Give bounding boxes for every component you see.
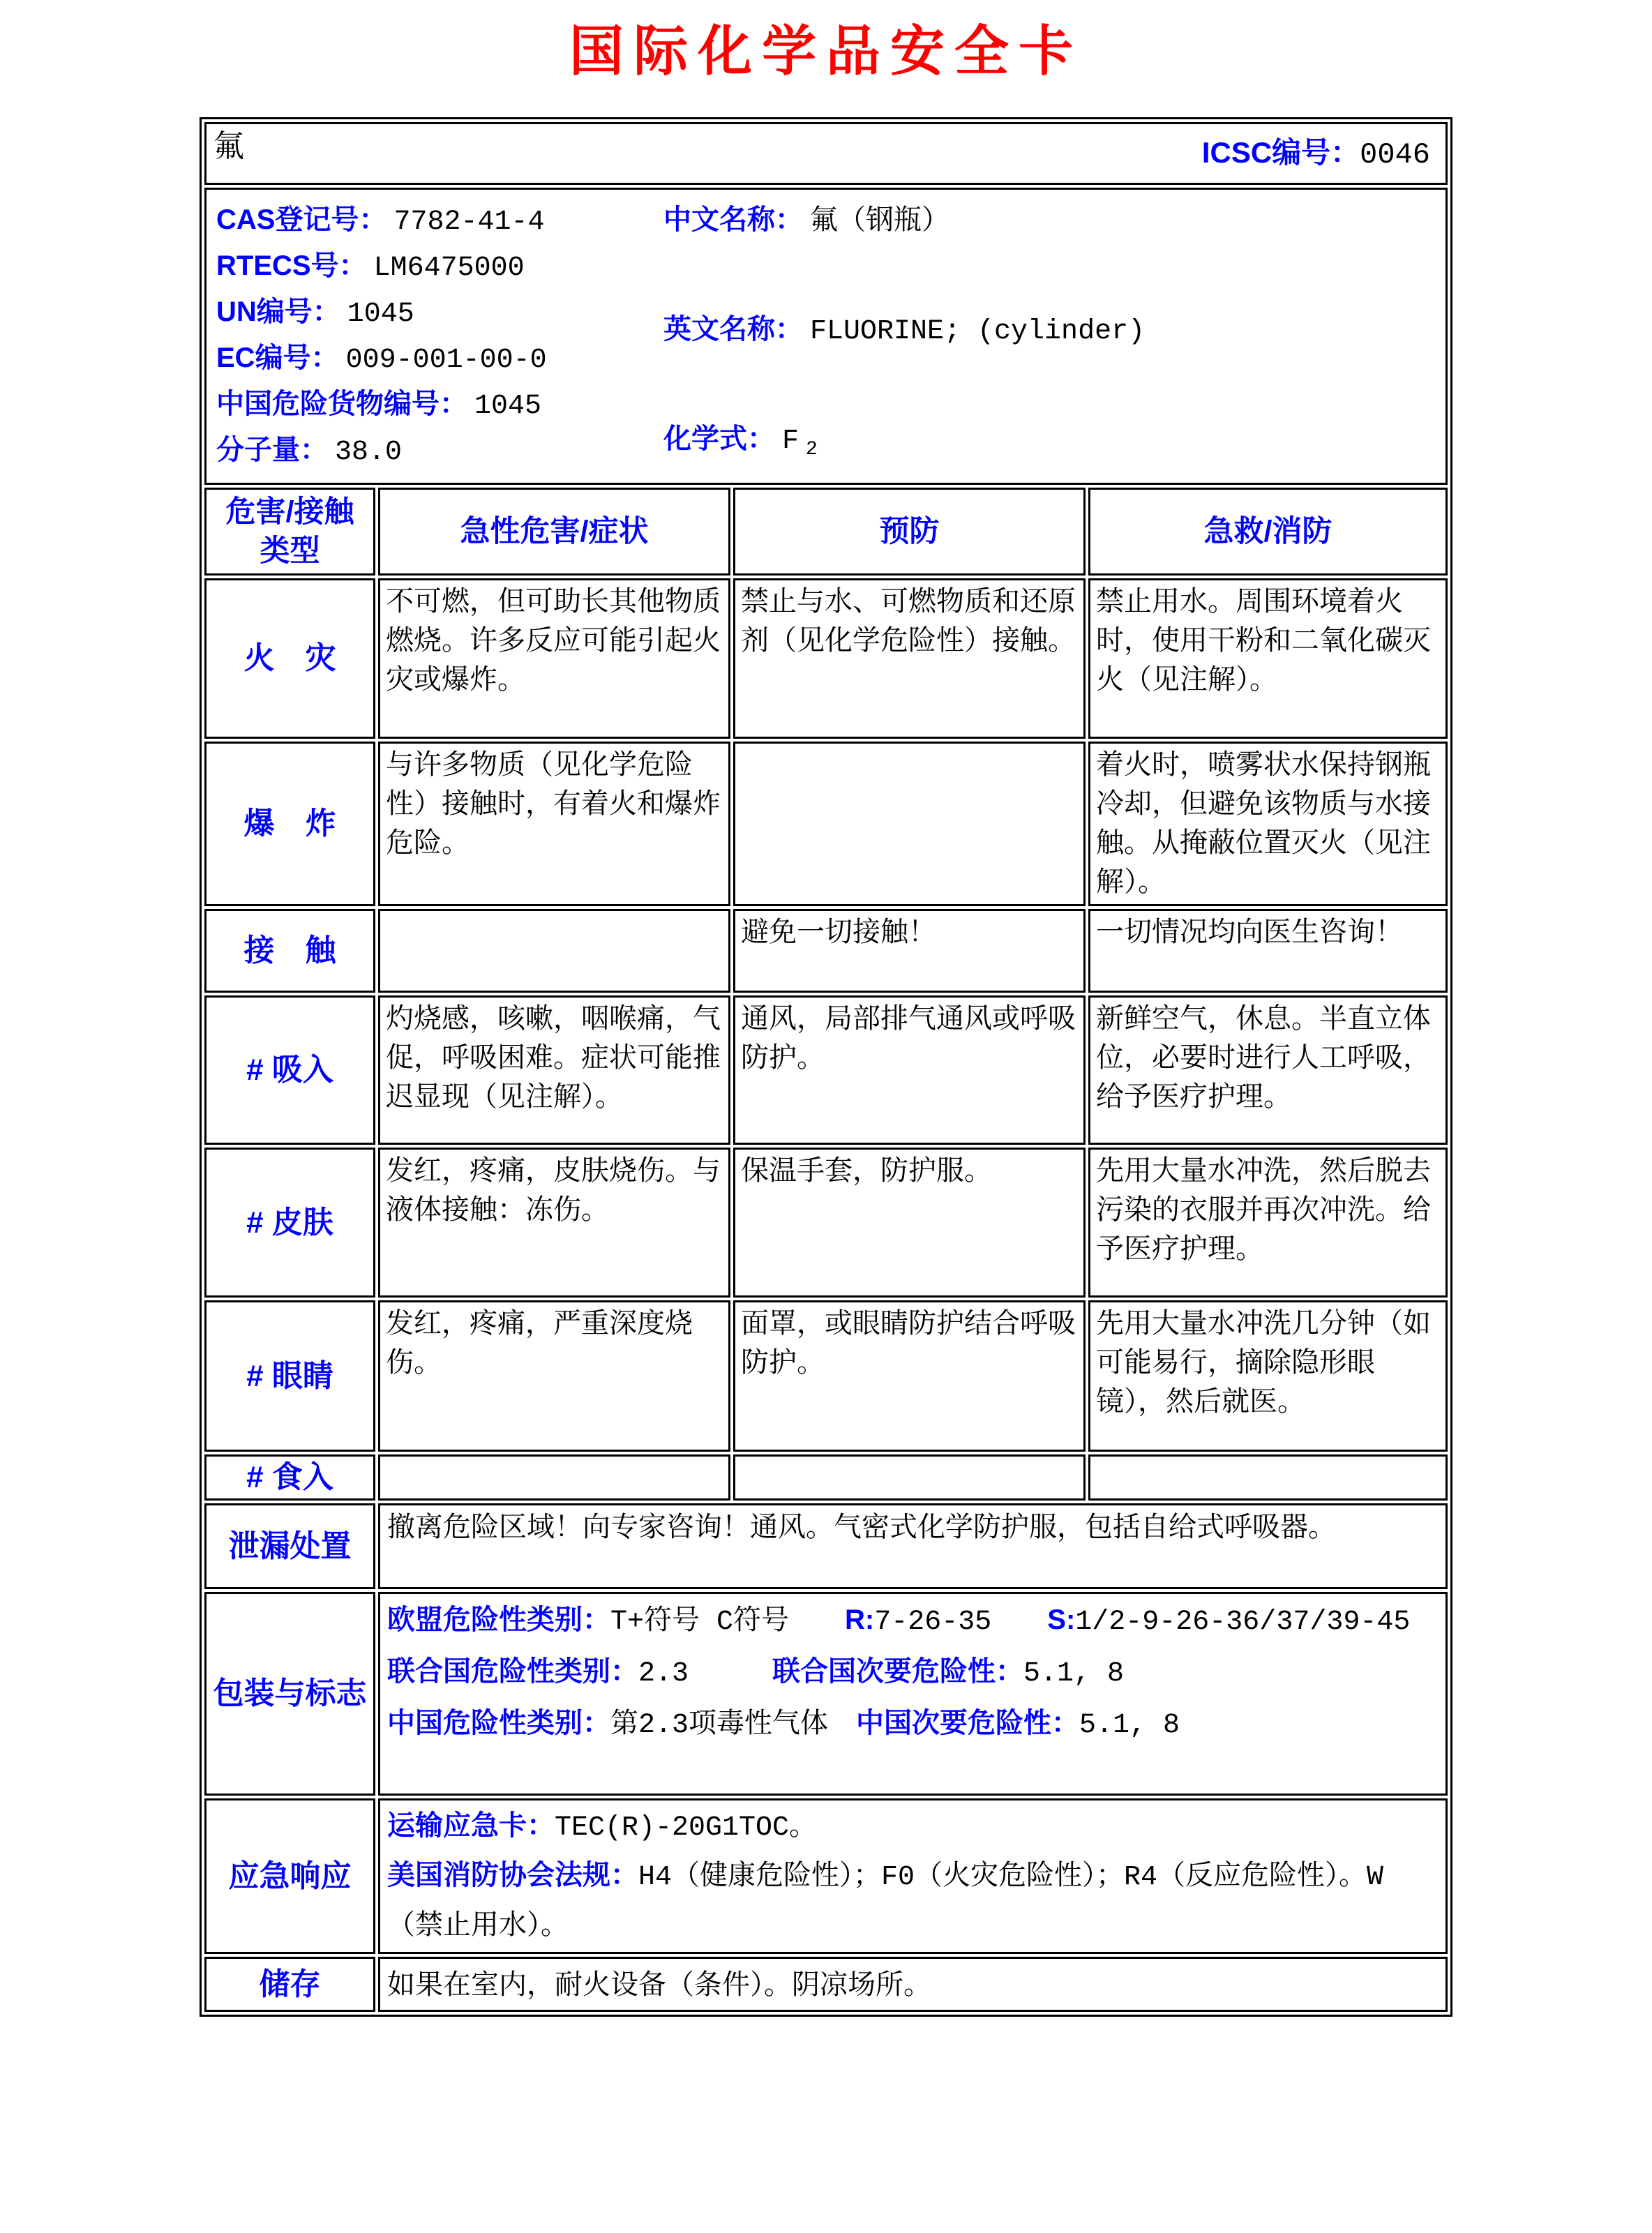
inhalation-first-aid: 新鲜空气，休息。半直立体位，必要时进行人工呼吸，给予医疗护理。 [1088, 995, 1448, 1145]
field-value: 第2.3项毒性气体 [610, 1710, 857, 1741]
molecular-weight-label: 分子量： [216, 435, 328, 465]
spill-disposal-text: 撤离危险区域！向专家咨询！通风。气密式化学防护服，包括自给式呼吸器。 [387, 1511, 1336, 1542]
contact-symptoms [378, 909, 730, 993]
field-label: 美国消防协会法规： [387, 1860, 638, 1890]
row-label-eyes: # 眼睛 [204, 1300, 375, 1452]
storage-row [204, 1957, 1448, 2012]
chemical-formula-value: F [782, 426, 799, 457]
storage-content [378, 1957, 1448, 2012]
nfpa-code-line [387, 1851, 1439, 1950]
row-label-skin: # 皮肤 [204, 1148, 375, 1298]
header-hazard-type: 危害/接触类型 [204, 488, 375, 576]
icsc-card-table [200, 117, 1452, 2017]
row-label-emergency: 应急响应 [204, 1798, 375, 1954]
fire-prevention: 禁止与水、可燃物质和还原剂（见化学危险性）接触。 [733, 578, 1086, 739]
hazard-row-explosion [204, 742, 1448, 906]
transport-emergency-card-line [387, 1802, 1439, 1851]
cas-label: CAS登记号： [216, 204, 387, 235]
field-label: 欧盟危险性类别： [387, 1604, 610, 1635]
chinese-name-label: 中文名称： [663, 204, 803, 235]
english-name-line [663, 308, 1145, 354]
field-value: 5.1, 8 [1079, 1710, 1180, 1741]
english-name-value: FLUORINE; (cylinder) [810, 316, 1146, 347]
skin-first-aid: 先用大量水冲洗，然后脱去污染的衣服并再次冲洗。给予医疗护理。 [1088, 1148, 1448, 1298]
emergency-content [378, 1798, 1448, 1954]
chinese-name-value: 氟（钢瓶） [810, 206, 949, 238]
field-label: R: [845, 1604, 875, 1635]
field-label: 中国危险性类别： [387, 1708, 610, 1738]
un-classification-line [387, 1647, 1439, 1699]
field-value: 5.1, 8 [1023, 1658, 1125, 1690]
spill-disposal-content [378, 1503, 1448, 1589]
storage-text: 如果在室内，耐火设备（条件）。阴凉场所。 [387, 1968, 931, 2000]
china-classification-line [387, 1699, 1439, 1750]
substance-name: 氟 [213, 129, 244, 163]
field-value: 1/2-9-26-36/37/39-45 [1075, 1607, 1411, 1638]
rtecs-label: RTECS号： [216, 250, 367, 281]
header-prevention: 预防 [733, 488, 1086, 576]
ingestion-symptoms [378, 1454, 730, 1501]
card-header-row [204, 122, 1448, 185]
eyes-first-aid: 先用大量水冲洗几分钟（如可能易行，摘除隐形眼镜），然后就医。 [1088, 1300, 1448, 1452]
ec-label: EC编号： [216, 343, 339, 373]
emergency-response-row [204, 1798, 1448, 1954]
hazard-row-skin [204, 1148, 1448, 1298]
un-value: 1045 [347, 299, 414, 330]
hazard-row-fire [204, 578, 1448, 739]
ingestion-first-aid [1088, 1454, 1448, 1501]
header-acute-hazards: 急性危害/症状 [378, 488, 730, 576]
inhalation-symptoms: 灼烧感，咳嗽，咽喉痛，气促，呼吸困难。症状可能推迟显现（见注解）。 [378, 995, 730, 1145]
row-label-fire: 火 灾 [204, 578, 375, 739]
skin-symptoms: 发红，疼痛，皮肤烧伤。与液体接触：冻伤。 [378, 1148, 730, 1298]
identification-cell [204, 188, 1448, 485]
english-name-label: 英文名称： [663, 314, 803, 345]
packaging-content [378, 1592, 1448, 1796]
row-label-inhalation: # 吸入 [204, 995, 375, 1145]
field-value: TEC(R)-20G1TOC。 [555, 1812, 818, 1844]
field-label: 联合国危险性类别： [387, 1656, 638, 1687]
hazard-row-eyes [204, 1300, 1448, 1452]
contact-first-aid: 一切情况均向医生咨询！ [1088, 909, 1448, 993]
eyes-symptoms: 发红，疼痛，严重深度烧伤。 [378, 1300, 730, 1452]
icsc-card-page [0, 15, 1652, 2233]
fire-first-aid: 禁止用水。周围环境着火时，使用干粉和二氧化碳灭火（见注解）。 [1088, 578, 1448, 739]
row-label-storage: 储存 [204, 1957, 375, 2012]
row-label-spill-disposal: 泄漏处置 [204, 1503, 375, 1589]
contact-prevention: 避免一切接触！ [733, 909, 1086, 993]
chemical-formula-label: 化学式： [663, 423, 775, 454]
field-value: H4（健康危险性）；F0（火灾危险性）；R4（反应危险性）。W（禁止用水）。 [387, 1862, 1384, 1943]
chemical-formula-line [663, 417, 1145, 472]
inhalation-prevention: 通风，局部排气通风或呼吸防护。 [733, 995, 1086, 1145]
chinese-name-line [663, 198, 1145, 244]
hazard-row-inhalation [204, 995, 1448, 1145]
un-label: UN编号： [216, 296, 340, 327]
field-label: 中国次要危险性： [856, 1708, 1080, 1738]
icsc-label: ICSC编号： [1201, 135, 1360, 169]
explosion-symptoms: 与许多物质（见化学危险性）接触时，有着火和爆炸危险。 [378, 742, 730, 906]
field-value: T+符号 C符号 [610, 1607, 846, 1638]
eu-classification-line [387, 1595, 1439, 1647]
china-dg-value: 1045 [474, 391, 542, 422]
row-label-ingestion: # 食入 [204, 1454, 375, 1501]
hazard-row-ingestion [204, 1454, 1448, 1501]
china-dg-label: 中国危险货物编号： [216, 389, 467, 419]
header-first-aid: 急救/消防 [1088, 488, 1448, 576]
identification-right-column [663, 198, 1145, 472]
spill-disposal-row [204, 1503, 1448, 1589]
hazard-row-contact [204, 909, 1448, 993]
explosion-prevention [733, 742, 1086, 906]
identification-row [204, 188, 1448, 485]
field-label: S: [1047, 1604, 1076, 1635]
eyes-prevention: 面罩，或眼睛防护结合呼吸防护。 [733, 1300, 1086, 1452]
ingestion-prevention [733, 1454, 1086, 1501]
explosion-first-aid: 着火时，喷雾状水保持钢瓶冷却，但避免该物质与水接触。从掩蔽位置灭火（见注解）。 [1088, 742, 1448, 906]
packaging-labelling-row [204, 1592, 1448, 1796]
fire-symptoms: 不可燃，但可助长其他物质燃烧。许多反应可能引起火灾或爆炸。 [378, 578, 730, 739]
card-header-cell [204, 122, 1448, 185]
rtecs-value: LM6475000 [373, 253, 525, 284]
chemical-formula-subscript: 2 [806, 439, 818, 460]
ec-value: 009-001-00-0 [345, 345, 547, 376]
icsc-number [1202, 133, 1439, 174]
row-label-contact: 接 触 [204, 909, 375, 993]
field-label: 运输应急卡： [387, 1810, 555, 1841]
hazard-header-row [204, 488, 1448, 576]
field-value: 7-26-35 [874, 1607, 1048, 1638]
cas-value: 7782-41-4 [393, 206, 545, 238]
field-label: 联合国次要危险性： [772, 1656, 1024, 1687]
icsc-value: 0046 [1360, 137, 1430, 172]
page-title: 国际化学品安全卡 [569, 21, 1083, 82]
field-value: 2.3 [638, 1658, 773, 1690]
row-label-packaging: 包装与标志 [204, 1592, 375, 1796]
molecular-weight-value: 38.0 [335, 437, 403, 468]
row-label-explosion: 爆 炸 [204, 742, 375, 906]
skin-prevention: 保温手套，防护服。 [733, 1148, 1086, 1298]
